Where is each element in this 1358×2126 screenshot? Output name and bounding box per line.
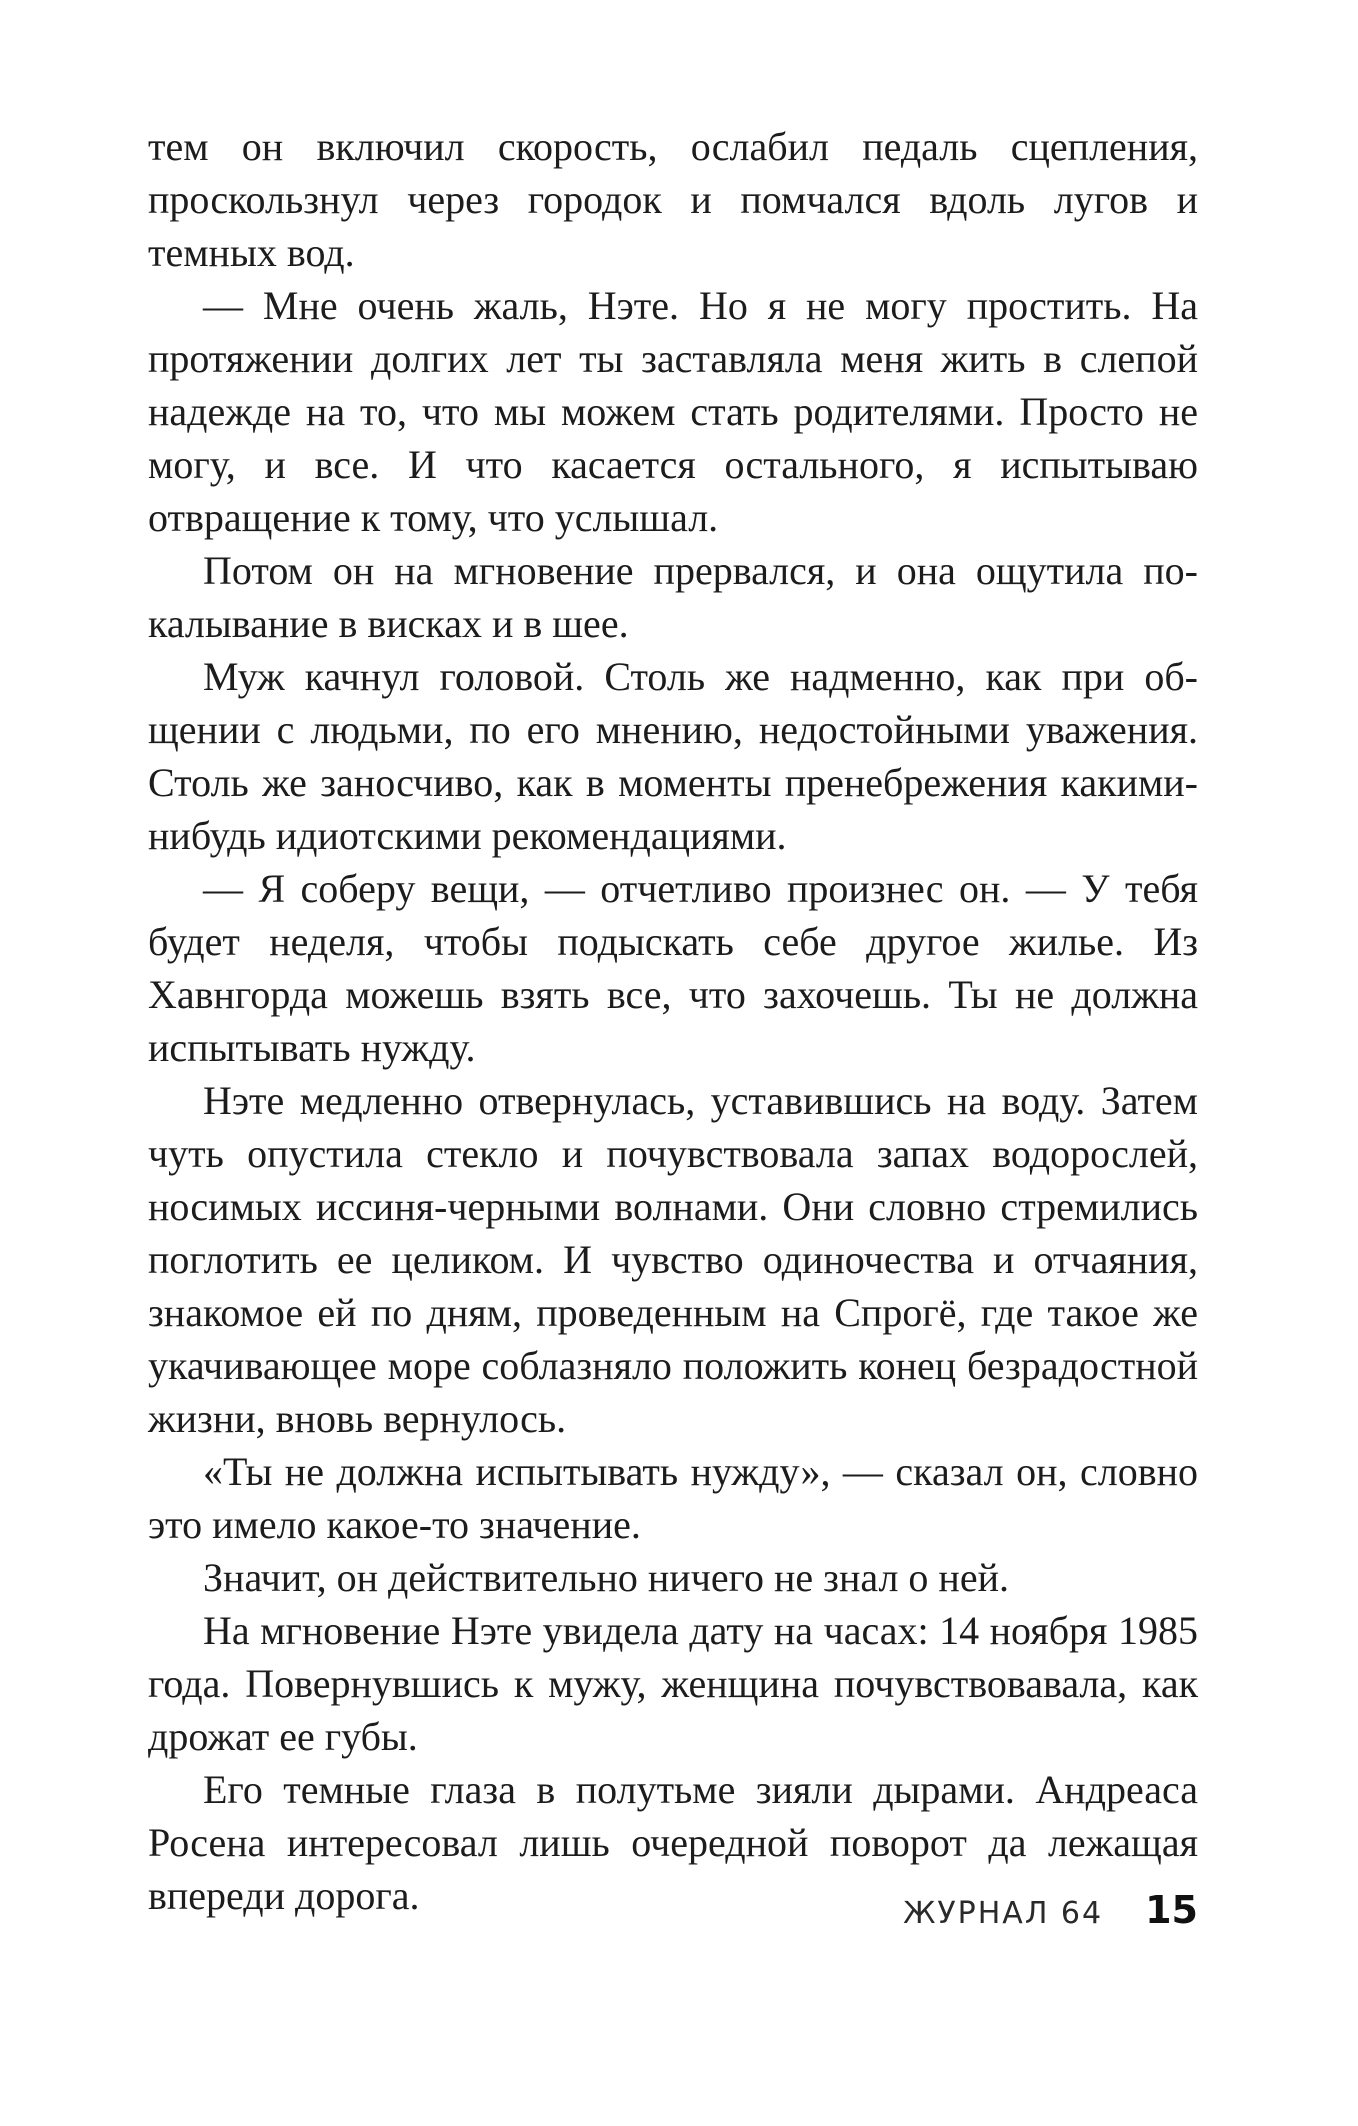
paragraph-4: Муж качнул головой. Столь же надменно, как при общении с людьми, по его мнению, недостойными уважения. Столь же заносчиво, как в моменты пренебрежения какими-нибудь идиотскими рекомендациями. bbox=[148, 654, 1198, 858]
book-page bbox=[148, 120, 1198, 2040]
page-footer bbox=[148, 1888, 1198, 1932]
paragraph-6: Нэте медленно отвернулась, уставившись на воду. Затем чуть опустила стекло и почувствовала запах водорослей, носимых иссиня-черными волнами. Они словно стремились поглотить ее целиком. И чувство одиночества и отчаяния, знакомое ей по дням, проведенным на Спрогё, где такое же укачивающее море соблазняло положить конец безрадостной жизни, вновь вернулось. bbox=[148, 1078, 1198, 1441]
paragraph-8: Значит, он действительно ничего не знал о ней. bbox=[203, 1555, 1009, 1600]
running-head: ЖУРНАЛ 64 bbox=[903, 1896, 1104, 1931]
paragraph-2: — Мне очень жаль, Нэте. Но я не могу простить. На протяжении долгих лет ты заставляла меня жить в слепой надежде на то, что мы можем стать родителями. Просто не могу, и все. И что касается остального, я испытываю отвращение к тому, что услышал. bbox=[148, 283, 1198, 540]
paragraph-9: На мгновение Нэте увидела дату на часах: 14 ноября 1985 года. Повернувшись к мужу, женщина почувствовавала, как дрожат ее губы. bbox=[148, 1608, 1198, 1759]
paragraph-1: тем он включил скорость, ослабил педаль сцепления, проскользнул через городок и помчался вдоль лугов и темных вод. bbox=[148, 124, 1198, 275]
page-number: 15 bbox=[1145, 1888, 1198, 1932]
paragraph-5: — Я соберу вещи, — отчетливо произнес он. — У тебя будет неделя, чтобы подыскать себе другое жилье. Из Хавнгорда можешь взять все, что захочешь. Ты не должна испытывать нужду. bbox=[148, 866, 1198, 1070]
paragraph-10: Его темные глаза в полутьме зияли дырами. Андреаса Росена интересовал лишь очередной поворот да лежащая впереди дорога. bbox=[148, 1767, 1198, 1918]
paragraph-3: Потом он на мгновение прервался, и она ощутила покалывание в висках и в шее. bbox=[148, 548, 1198, 646]
paragraph-7: «Ты не должна испытывать нужду», — сказал он, словно это имело какое-то значение. bbox=[148, 1449, 1198, 1547]
body-text bbox=[148, 120, 1198, 1922]
